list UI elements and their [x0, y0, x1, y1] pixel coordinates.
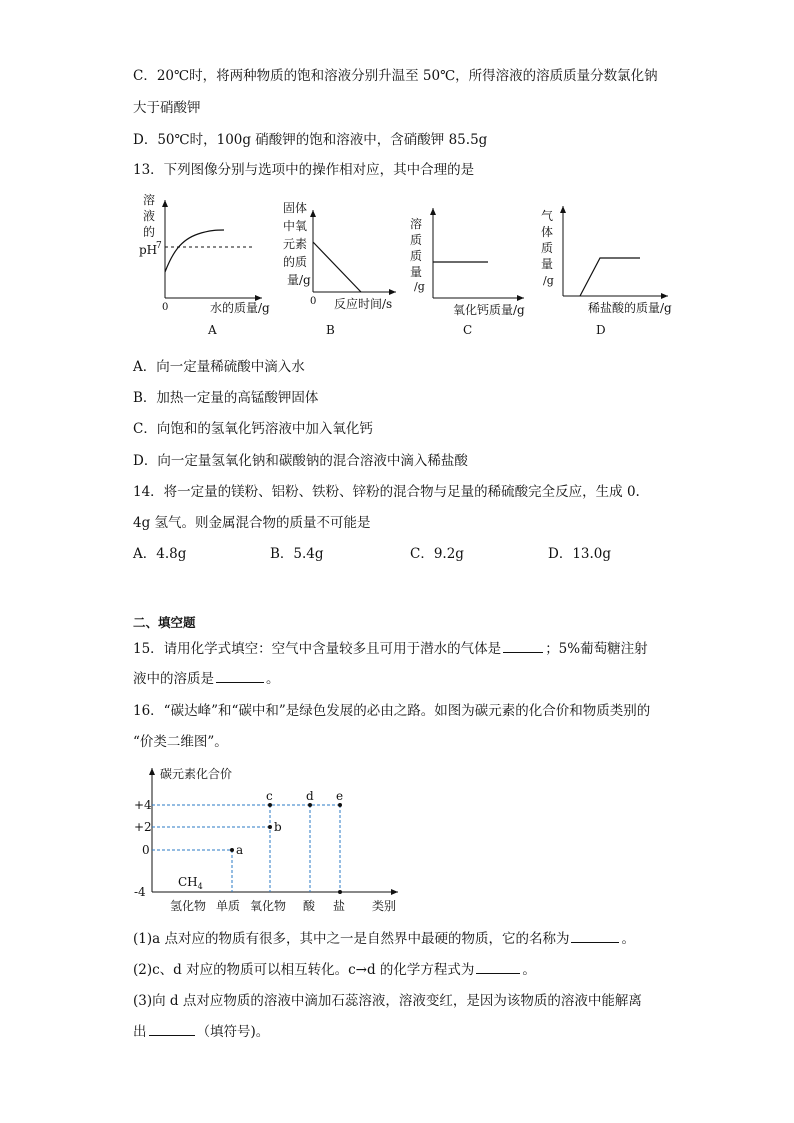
- graph-d-xlabel: 稀盐酸的质量/g: [588, 301, 672, 315]
- q16-sub3-blank[interactable]: [149, 1023, 195, 1036]
- graph-d-line: [580, 258, 640, 296]
- q16-ylabel: 碳元素化合价: [160, 767, 233, 781]
- graph-c-ylabel-3: 质: [410, 249, 423, 263]
- q16-sub2-end: 。: [522, 962, 536, 978]
- graph-d-ylabel-3: 质: [541, 241, 554, 255]
- q15-text-2: ；5%葡萄糖注射: [545, 641, 648, 657]
- graph-a: [139, 192, 270, 337]
- q16-xlabel: 类别: [372, 899, 397, 913]
- q16-xcat-element: 单质: [216, 899, 241, 913]
- q16-sub3-line2: [133, 1023, 269, 1041]
- graph-c-caption: C: [463, 323, 473, 337]
- graph-a-caption: A: [208, 323, 217, 337]
- q16-stem-line2: “价类二维图”。: [133, 734, 228, 750]
- q16-sub1: [133, 930, 635, 948]
- q16-point-d: [308, 803, 312, 807]
- graph-a-ylabel-4: pH: [139, 243, 158, 257]
- graph-b-ylabel-1: 固体: [283, 201, 308, 215]
- graph-c-ylabel-2: 质: [410, 233, 423, 247]
- q16-point-salt-base: [338, 890, 342, 894]
- section-title-fill-in: 二、填空题: [133, 615, 196, 630]
- q15-blank-1[interactable]: [503, 640, 543, 653]
- q16-sub1-end: 。: [621, 931, 635, 947]
- q16-ch4: [178, 875, 203, 891]
- q16-xcat-salt: 盐: [333, 899, 346, 913]
- graph-b-ylabel-2: 中氧: [283, 219, 308, 233]
- graph-b-ylabel-5: 量/g: [287, 273, 311, 287]
- q12-option-d: D．50℃时，100g 硝酸钾的饱和溶液中，含硝酸钾 85.5g: [133, 132, 488, 148]
- q16-ytick-plus4: +4: [134, 798, 152, 812]
- q16-ch4-main: CH: [178, 875, 198, 889]
- graph-c-ylabel-5: /g: [414, 280, 425, 293]
- q16-label-d: d: [306, 789, 314, 803]
- q16-ytick-plus2: +2: [134, 820, 152, 834]
- graph-b-ylabel-3: 元素: [283, 237, 308, 251]
- q16-point-a: [230, 848, 234, 852]
- q16-point-c: [268, 803, 272, 807]
- graph-c: [410, 208, 525, 337]
- graph-a-origin: 0: [162, 302, 169, 313]
- q12-option-c-line2: 大于硝酸钾: [133, 100, 201, 116]
- graph-b-ylabel-4: 的质: [283, 255, 308, 269]
- q16-xcat-oxide: 氧化物: [250, 899, 287, 913]
- q16-label-e: e: [336, 789, 344, 803]
- q13-graphs: [0, 190, 794, 350]
- q16-sub1-blank[interactable]: [571, 930, 619, 943]
- graph-d: [541, 206, 672, 337]
- q16-xcat-acid: 酸: [303, 899, 316, 913]
- q16-ytick-minus4: -4: [134, 885, 146, 899]
- q15-text-4: 。: [266, 671, 280, 687]
- graph-b-origin: 0: [310, 296, 317, 307]
- q13-option-a: A．向一定量稀硫酸中滴入水: [133, 359, 305, 375]
- q15-text-1: 15．请用化学式填空：空气中含量较多且可用于潜水的气体是: [133, 641, 502, 657]
- q15-text-3: 液中的溶质是: [133, 671, 214, 687]
- graph-a-ylabel-3: 的: [143, 225, 156, 239]
- graph-a-ylabel-2: 液: [143, 209, 156, 223]
- q12-option-c-line1: C．20℃时，将两种物质的饱和溶液分别升温至 50℃，所得溶液的溶质质量分数氯化钠: [133, 68, 658, 84]
- q16-sub1-text: (1)a 点对应的物质有很多，其中之一是自然界中最硬的物质，它的名称为: [133, 931, 570, 947]
- graph-a-curve: [165, 230, 224, 272]
- q14-option-a: A．4.8g: [133, 546, 187, 562]
- graph-d-ylabel-5: /g: [543, 274, 554, 287]
- q16-label-a: a: [236, 843, 244, 857]
- q15-line1: [133, 640, 648, 658]
- q16-sub2-text: (2)c、d 对应的物质可以相互转化。c→d 的化学方程式为: [133, 962, 475, 978]
- graph-d-ylabel-2: 体: [541, 225, 554, 239]
- q15-line2: [133, 670, 280, 688]
- q16-ch4-sub: 4: [197, 882, 203, 891]
- graph-b: [283, 200, 396, 337]
- graph-b-caption: B: [326, 323, 335, 337]
- q16-sub3-line1: (3)向 d 点对应物质的溶液中滴加石蕊溶液，溶液变红，是因为该物质的溶液中能解离: [133, 993, 642, 1009]
- q14-stem-line2: 4g 氢气。则金属混合物的质量不可能是: [133, 515, 371, 531]
- graph-c-ylabel-4: 量: [410, 265, 423, 279]
- q16-sub2-blank[interactable]: [476, 961, 520, 974]
- q16-point-e: [338, 803, 342, 807]
- graph-b-xlabel: 反应时间/s: [334, 297, 393, 311]
- q14-option-c: C．9.2g: [410, 546, 464, 562]
- q16-sub2: [133, 961, 536, 979]
- q16-label-b: b: [274, 820, 282, 834]
- graph-a-xlabel: 水的质量/g: [210, 301, 270, 315]
- q14-option-b: B．5.4g: [270, 546, 324, 562]
- q16-xcat-hydride: 氢化物: [170, 899, 207, 913]
- q14-stem-line1: 14．将一定量的镁粉、铝粉、铁粉、锌粉的混合物与足量的稀硫酸完全反应，生成 0.: [133, 484, 640, 500]
- q15-blank-2[interactable]: [216, 670, 264, 683]
- q16-sub3-text: 出: [133, 1024, 147, 1040]
- q13-option-b: B．加热一定量的高锰酸钾固体: [133, 390, 319, 406]
- q13-option-c: C．向饱和的氢氧化钙溶液中加入氧化钙: [133, 421, 373, 437]
- graph-c-xlabel: 氧化钙质量/g: [453, 303, 525, 317]
- graph-d-caption: D: [596, 323, 606, 337]
- graph-b-line: [313, 242, 361, 292]
- graph-c-ylabel-1: 溶: [410, 217, 423, 231]
- graph-a-tick-7: 7: [156, 241, 162, 251]
- q16-sub3-end: （填符号)。: [196, 1024, 270, 1040]
- q16-ytick-0: 0: [142, 843, 150, 857]
- q16-label-c: c: [266, 789, 273, 803]
- graph-d-ylabel-1: 气: [541, 209, 554, 223]
- q16-valence-chart: [130, 760, 430, 920]
- q14-option-d: D．13.0g: [548, 546, 612, 562]
- q13-option-d: D．向一定量氢氧化钠和碳酸钠的混合溶液中滴入稀盐酸: [133, 453, 468, 469]
- q16-stem-line1: 16．“碳达峰”和“碳中和”是绿色发展的必由之路。如图为碳元素的化合价和物质类别的: [133, 703, 651, 719]
- q16-point-b: [268, 825, 272, 829]
- graph-d-ylabel-4: 量: [541, 257, 554, 271]
- graph-a-ylabel-1: 溶: [143, 193, 156, 207]
- q13-stem: 13．下列图像分别与选项中的操作相对应，其中合理的是: [133, 162, 475, 178]
